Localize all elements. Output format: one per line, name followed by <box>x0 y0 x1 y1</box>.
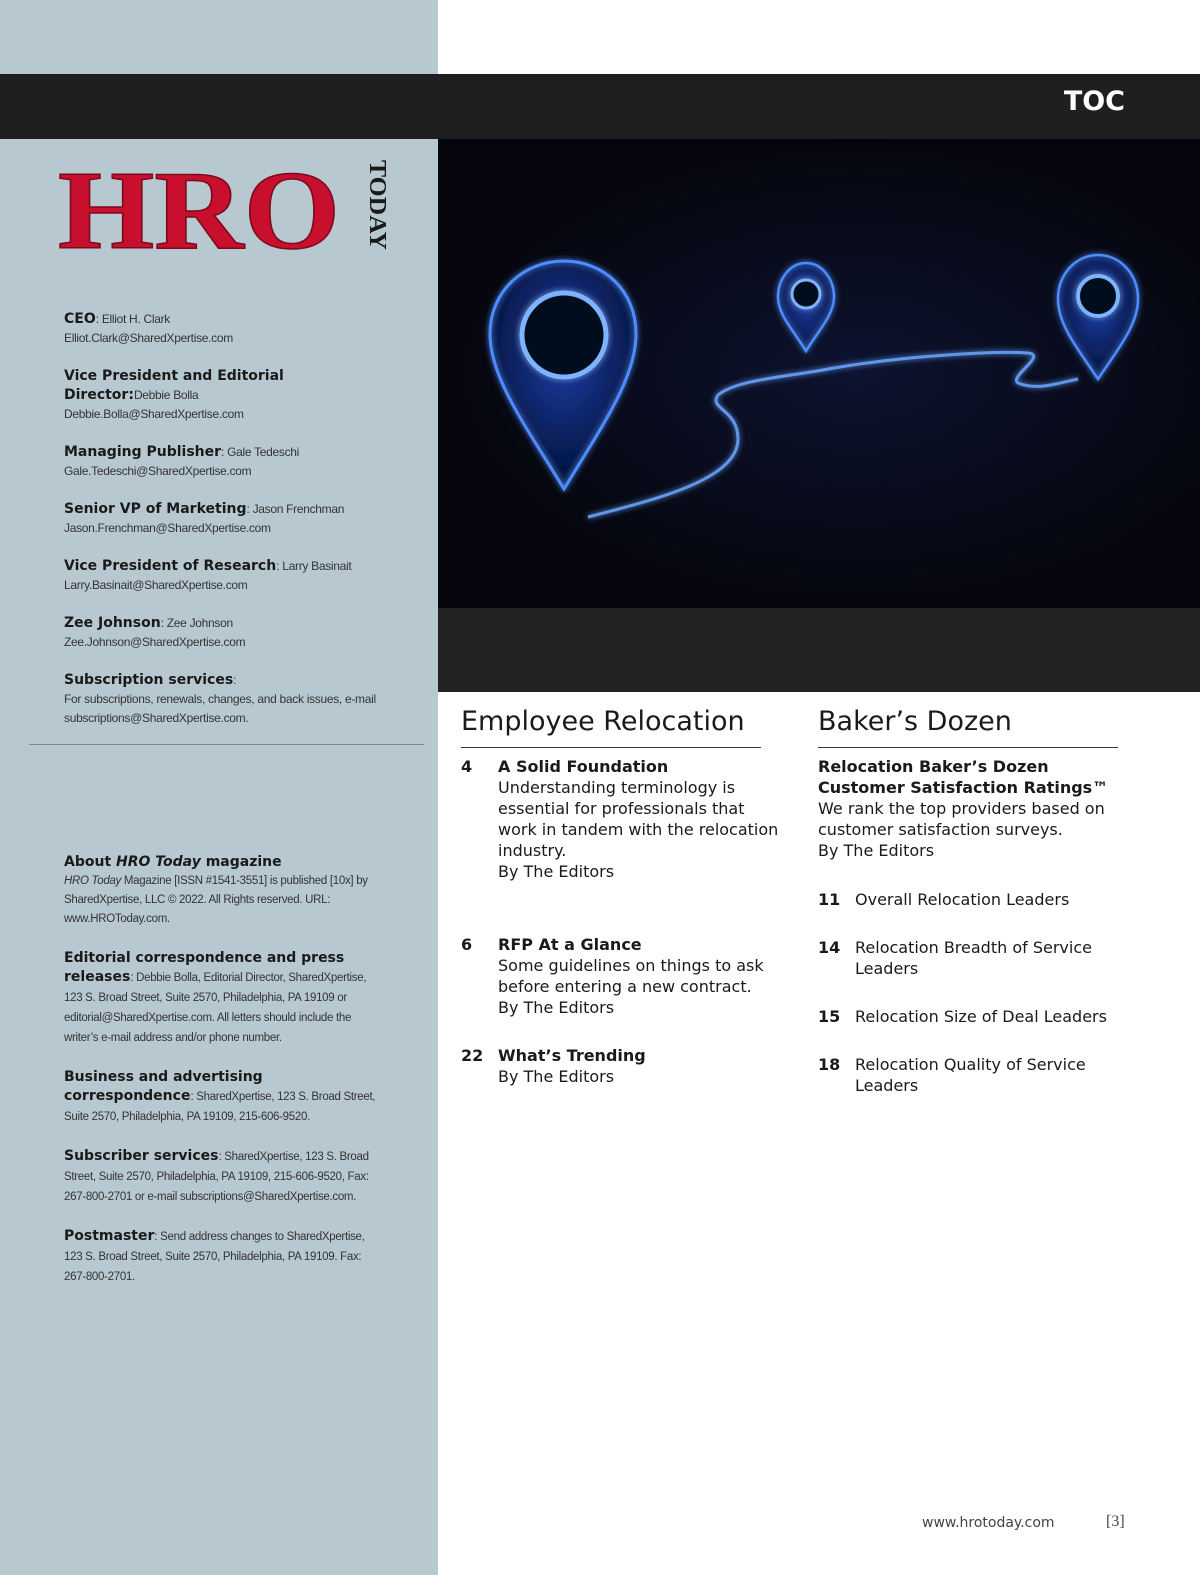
masthead-name: : Elliot H. Clark <box>95 312 170 326</box>
toc-item[interactable] <box>818 937 1118 979</box>
masthead-entry <box>64 500 394 538</box>
masthead-email[interactable]: Gale.Tedeschi@SharedXpertise.com <box>64 464 252 478</box>
section-rule <box>461 747 761 748</box>
info-text: : SharedXpertise, 123 S. Broad Street, Suite 2570, Philadelphia, PA 19109, 215-606-9520, Fax: 267-800-2701 or e-mail subscriptions@SharedXpertise.com. <box>64 1151 369 1203</box>
toc-item-title[interactable]: Relocation Breadth of Service Leaders <box>855 938 1092 978</box>
masthead-name: : Zee Johnson <box>160 616 233 630</box>
location-pins-illustration <box>438 139 1200 608</box>
info-text: : Send address changes to SharedXpertise, 123 S. Broad Street, Suite 2570, Philadelphia, PA 19109. Fax: 267-800-2701. <box>64 1231 365 1283</box>
small-pin-icon <box>778 263 834 351</box>
masthead-role: Subscription services <box>64 672 234 688</box>
large-pin-icon <box>490 261 636 489</box>
masthead-email[interactable]: Debbie.Bolla@SharedXpertise.com <box>64 407 244 421</box>
masthead-entry <box>64 443 394 481</box>
masthead-role: Senior VP of Marketing <box>64 501 247 517</box>
sidebar-divider <box>29 744 424 745</box>
masthead-name: : <box>233 673 237 687</box>
toc-page-number: 6 <box>461 935 473 954</box>
info-heading: Editorial correspondence and press releases <box>64 950 345 985</box>
masthead-role: CEO <box>64 311 96 327</box>
glowing-path <box>588 353 1078 517</box>
hero-caption-band <box>438 608 1200 692</box>
masthead-name: Debbie Bolla <box>133 388 199 402</box>
info-heading: Postmaster <box>64 1228 155 1244</box>
masthead <box>64 310 394 747</box>
info-entry <box>64 1227 379 1287</box>
info-heading: Subscriber services <box>64 1148 219 1164</box>
masthead-entry <box>64 367 394 424</box>
masthead-role: Vice President of Research <box>64 558 277 574</box>
masthead-name: : Gale Tedeschi <box>221 445 300 459</box>
toc-item-desc: Some guidelines on things to ask before entering a new contract. <box>498 956 764 996</box>
toc-page-number: 18 <box>818 1055 841 1074</box>
masthead-role: Managing Publisher <box>64 444 222 460</box>
logo-brand: HRO <box>58 149 340 273</box>
about-section <box>64 853 379 1307</box>
hero-image <box>438 139 1200 608</box>
toc-item[interactable] <box>461 1045 781 1087</box>
toc-item-title[interactable]: RFP At a Glance <box>498 935 642 954</box>
masthead-line <box>64 671 394 690</box>
masthead-line <box>64 310 394 329</box>
top-bar <box>0 74 1200 139</box>
section-rule <box>818 747 1118 748</box>
masthead-entry <box>64 557 394 595</box>
masthead-line <box>64 557 394 576</box>
masthead-email[interactable]: Larry.Basinait@SharedXpertise.com <box>64 578 248 592</box>
toc-item-title[interactable]: Relocation Size of Deal Leaders <box>855 1007 1107 1026</box>
toc-item-byline: By The Editors <box>498 998 615 1017</box>
info-entry <box>64 949 379 1048</box>
masthead-entry <box>64 614 394 652</box>
masthead-email[interactable]: For subscriptions, renewals, changes, and back issues, e-mail subscriptions@SharedXpertise.com. <box>64 692 376 725</box>
section-label: TOC <box>1063 86 1125 117</box>
toc-item-title[interactable]: What’s Trending <box>498 1046 646 1065</box>
footer-url[interactable]: www.hrotoday.com <box>922 1515 1055 1531</box>
toc-item-desc: Understanding terminology is essential for professionals that work in tandem with the relocation industry. <box>498 778 779 860</box>
right-pin-icon <box>1058 255 1138 379</box>
bakers-dozen-section <box>818 705 1118 1123</box>
toc-item[interactable] <box>818 889 1118 910</box>
toc-item[interactable] <box>461 934 781 1018</box>
employee-relocation-section <box>461 705 781 1087</box>
masthead-line <box>64 367 394 405</box>
about-magazine <box>64 853 379 929</box>
section-title: Baker’s Dozen <box>818 706 1012 737</box>
toc-page-number: 4 <box>461 757 473 776</box>
toc-item-title[interactable]: A Solid Foundation <box>498 757 669 776</box>
toc-item-body <box>498 1045 781 1087</box>
toc-page-number: 22 <box>461 1046 484 1065</box>
toc-item-title[interactable]: Relocation Quality of Service Leaders <box>855 1055 1086 1095</box>
masthead-name: : Larry Basinait <box>276 559 352 573</box>
masthead-email[interactable]: Jason.Frenchman@SharedXpertise.com <box>64 521 271 535</box>
feature-desc: We rank the top providers based on customer satisfaction surveys. <box>818 799 1105 839</box>
masthead-email[interactable]: Zee.Johnson@SharedXpertise.com <box>64 635 246 649</box>
toc-list <box>818 889 1118 1096</box>
toc-item-body <box>498 934 781 1018</box>
toc-item-body <box>498 756 781 882</box>
logo-sub: TODAY <box>364 160 390 245</box>
page-number: [3] <box>1106 1513 1125 1530</box>
about-heading: About HRO Today magazine <box>64 854 282 870</box>
info-text: : SharedXpertise, 123 S. Broad Street, Suite 2570, Philadelphia, PA 19109, 215-606-9520. <box>64 1091 376 1123</box>
toc-list <box>461 756 781 1087</box>
info-list <box>64 949 379 1287</box>
masthead-role: Zee Johnson <box>64 615 161 631</box>
masthead-entry <box>64 671 394 728</box>
masthead-email[interactable]: Elliot.Clark@SharedXpertise.com <box>64 331 233 345</box>
toc-item-title[interactable]: Overall Relocation Leaders <box>855 890 1070 909</box>
masthead-entry <box>64 310 394 348</box>
toc-item-byline: By The Editors <box>498 1067 615 1086</box>
feature-byline: By The Editors <box>818 841 935 860</box>
masthead-name: : Jason Frenchman <box>246 502 345 516</box>
toc-item[interactable] <box>818 1006 1118 1027</box>
info-entry <box>64 1147 379 1207</box>
masthead-line <box>64 614 394 633</box>
masthead-line <box>64 500 394 519</box>
masthead-line <box>64 443 394 462</box>
feature-title[interactable]: Relocation Baker’s Dozen Customer Satisfaction Ratings™ <box>818 757 1109 797</box>
section-title: Employee Relocation <box>461 706 745 737</box>
toc-item-byline: By The Editors <box>498 862 615 881</box>
info-entry <box>64 1068 379 1127</box>
toc-page-number: 15 <box>818 1007 841 1026</box>
about-text: HRO Today Magazine [ISSN #1541-3551] is published [10x] by SharedXpertise, LLC © 2022. All Rights reserved. URL: www.HROToday.com. <box>64 875 368 925</box>
toc-page-number: 14 <box>818 938 841 957</box>
masthead-role: Vice President and Editorial Director: <box>64 368 284 403</box>
toc-page-number: 11 <box>818 890 841 909</box>
toc-item[interactable] <box>461 756 781 882</box>
info-text: : Debbie Bolla, Editorial Director, SharedXpertise, 123 S. Broad Street, Suite 2570, Philadelphia, PA 19109 or editorial@SharedXpertise.com. All letters should include the writer’s e-mail address and/or phone number. <box>64 972 367 1044</box>
info-heading: Business and advertising correspondence <box>64 1069 263 1104</box>
toc-item[interactable] <box>818 1054 1118 1096</box>
hro-today-logo <box>56 149 390 273</box>
